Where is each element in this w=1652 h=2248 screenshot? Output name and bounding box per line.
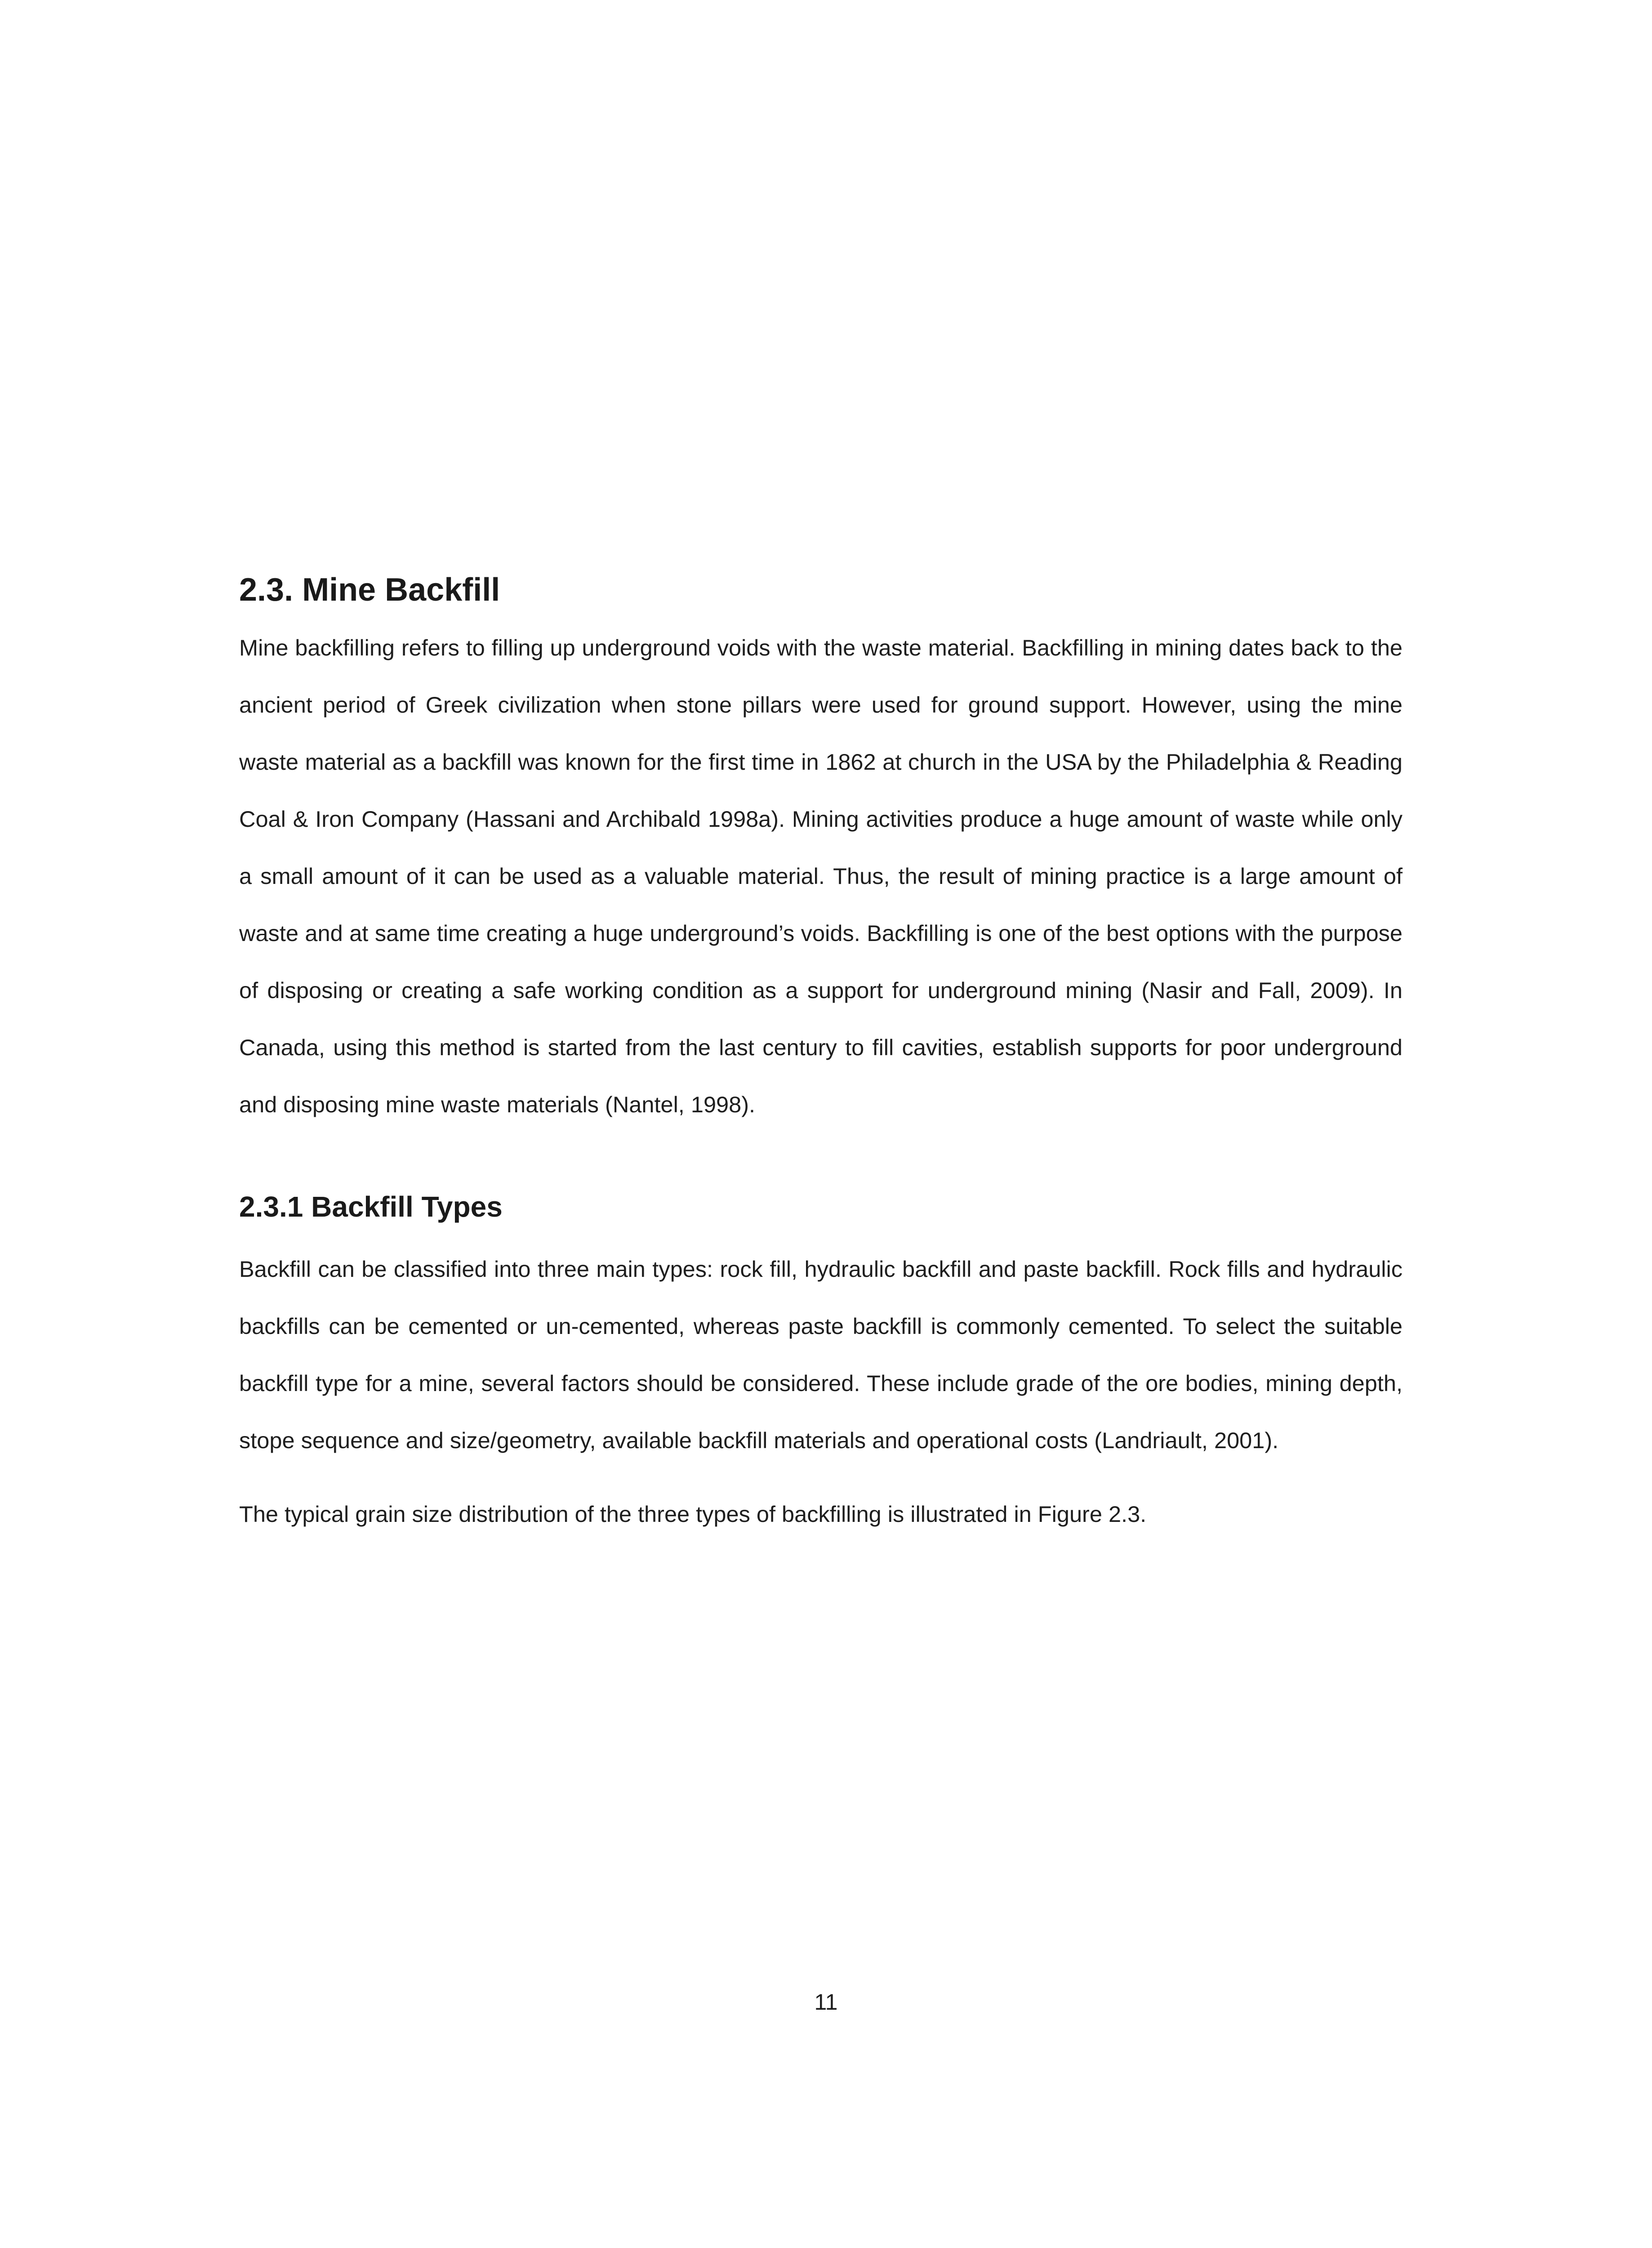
section-heading: 2.3. Mine Backfill — [239, 572, 500, 608]
subsection-paragraph: The typical grain size distribution of the three types of backfilling is illustrated in Figure 2.3. — [239, 1501, 1147, 1527]
page-number: 11 — [814, 1989, 838, 2015]
subsection-paragraph: Backfill can be classified into three main types: rock fill, hydraulic backfill and paste backfill. Rock fills and hydraulic backfills can be cemented or un-cemented, whereas paste backfill is commonly cemented. To select the suitable backfill type for a mine, several factors should be considered. These include grade of the ore bodies, mining depth, stope sequence and size/geometry, available backfill materials and operational costs (Landriault, 2001). — [239, 1256, 1403, 1453]
section-paragraph: Mine backfilling refers to filling up underground voids with the waste material. Backfilling in mining dates back to the ancient period of Greek civilization when stone pillars were used for ground support. However, using the mine waste material as a backfill was known for the first time in 1862 at church in the USA by the Philadelphia & Reading Coal & Iron Company (Hassani and Archibald 1998a). Mining activities produce a huge amount of waste while only a small amount of it can be used as a valuable material. Thus, the result of mining practice is a large amount of waste and at same time creating a huge underground’s voids. Backfilling is one of the best options with the purpose of disposing or creating a safe working condition as a support for underground mining (Nasir and Fall, 2009). In Canada, using this method is started from the last century to fill cavities, establish supports for poor underground and disposing mine waste materials (Nantel, 1998). — [239, 635, 1403, 1117]
subsection-heading: 2.3.1 Backfill Types — [239, 1191, 503, 1223]
page-body — [239, 567, 1403, 1543]
